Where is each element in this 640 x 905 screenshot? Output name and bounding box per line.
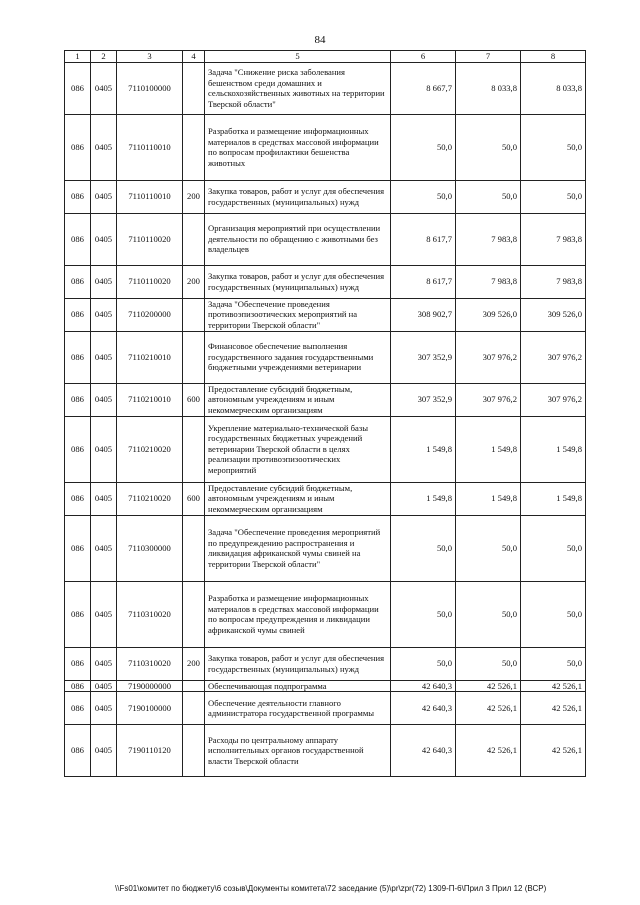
cell-vr [183,416,205,482]
cell-ved: 086 [65,180,91,213]
cell-ved: 086 [65,383,91,416]
cell-ved: 086 [65,331,91,383]
cell-csr: 7110210020 [117,416,183,482]
table-row [65,383,586,416]
cell-name: Предоставление субсидий бюджетным, автономным учреждениям и иным некоммерческим организациям [205,482,391,515]
cell-vr [183,298,205,331]
cell-v1: 8 617,7 [391,265,456,298]
cell-rz: 0405 [91,680,117,692]
cell-ved: 086 [65,692,91,725]
cell-name: Разработка и размещение информационных материалов в средствах массовой информации по вопросам предупреждения и ликвидации африканской чумы свиней [205,581,391,647]
table-row [65,581,586,647]
table-row [65,298,586,331]
cell-v2: 50,0 [456,515,521,581]
cell-ved: 086 [65,680,91,692]
cell-v3: 7 983,8 [521,213,586,265]
cell-v2: 42 526,1 [456,692,521,725]
table-row [65,680,586,692]
cell-vr: 600 [183,383,205,416]
cell-rz: 0405 [91,581,117,647]
cell-v2: 42 526,1 [456,725,521,777]
cell-v2: 50,0 [456,114,521,180]
cell-csr: 7110210010 [117,383,183,416]
cell-vr: 200 [183,647,205,680]
table-row [65,62,586,114]
cell-vr [183,680,205,692]
cell-name: Задача "Обеспечение проведения противоэпизоотических мероприятий на территории Тверской области" [205,298,391,331]
cell-v3: 50,0 [521,114,586,180]
cell-ved: 086 [65,647,91,680]
cell-v2: 307 976,2 [456,383,521,416]
header-cell: 2 [91,51,117,63]
cell-ved: 086 [65,515,91,581]
cell-v1: 42 640,3 [391,725,456,777]
table-row [65,265,586,298]
cell-v2: 42 526,1 [456,680,521,692]
cell-name: Задача "Снижение риска заболевания бешенством среди домашних и сельскохозяйственных животных на территории Тверской области" [205,62,391,114]
cell-v1: 1 549,8 [391,482,456,515]
header-row [65,51,586,63]
cell-v1: 50,0 [391,581,456,647]
cell-vr: 600 [183,482,205,515]
cell-ved: 086 [65,265,91,298]
cell-vr [183,331,205,383]
cell-vr [183,581,205,647]
cell-name: Задача "Обеспечение проведения мероприятий по предупреждению распространения и ликвидация африканской чумы свиней на территории Тверской области" [205,515,391,581]
header-cell: 6 [391,51,456,63]
budget-table [64,50,586,777]
cell-ved: 086 [65,114,91,180]
header-cell: 1 [65,51,91,63]
cell-v3: 309 526,0 [521,298,586,331]
cell-v3: 50,0 [521,581,586,647]
cell-rz: 0405 [91,482,117,515]
cell-v3: 307 976,2 [521,383,586,416]
cell-rz: 0405 [91,62,117,114]
cell-csr: 7110110020 [117,265,183,298]
cell-vr [183,515,205,581]
cell-name: Обеспечение деятельности главного администратора государственной программы [205,692,391,725]
cell-v2: 7 983,8 [456,265,521,298]
cell-vr [183,692,205,725]
table-row [65,114,586,180]
cell-v3: 50,0 [521,647,586,680]
cell-v1: 50,0 [391,647,456,680]
cell-rz: 0405 [91,692,117,725]
cell-name: Укрепление материально-технической базы государственных бюджетных учреждений ветеринарии Тверской области в целях реализации противоэпизоотических мероприятий [205,416,391,482]
cell-name: Разработка и размещение информационных материалов в средствах массовой информации по вопросам профилактики бешенства животных [205,114,391,180]
table-body [65,62,586,777]
cell-v2: 50,0 [456,180,521,213]
table-row [65,725,586,777]
cell-vr [183,114,205,180]
cell-v2: 1 549,8 [456,482,521,515]
cell-v1: 308 902,7 [391,298,456,331]
cell-v1: 50,0 [391,180,456,213]
cell-name: Предоставление субсидий бюджетным, автономным учреждениям и иным некоммерческим организациям [205,383,391,416]
cell-v3: 307 976,2 [521,331,586,383]
cell-v1: 8 617,7 [391,213,456,265]
cell-rz: 0405 [91,647,117,680]
cell-v3: 42 526,1 [521,692,586,725]
cell-csr: 7110310020 [117,581,183,647]
cell-csr: 7110100000 [117,62,183,114]
cell-v3: 7 983,8 [521,265,586,298]
cell-v1: 8 667,7 [391,62,456,114]
cell-csr: 7110110010 [117,180,183,213]
cell-csr: 7110310020 [117,647,183,680]
cell-v2: 8 033,8 [456,62,521,114]
cell-csr: 7190000000 [117,680,183,692]
table-row [65,482,586,515]
cell-v3: 42 526,1 [521,680,586,692]
cell-csr: 7110300000 [117,515,183,581]
cell-csr: 7110210010 [117,331,183,383]
cell-ved: 086 [65,416,91,482]
cell-rz: 0405 [91,298,117,331]
cell-name: Закупка товаров, работ и услуг для обеспечения государственных (муниципальных) нужд [205,180,391,213]
cell-rz: 0405 [91,725,117,777]
cell-v3: 42 526,1 [521,725,586,777]
cell-name: Обеспечивающая подпрограмма [205,680,391,692]
table-row [65,213,586,265]
cell-v2: 7 983,8 [456,213,521,265]
cell-ved: 086 [65,62,91,114]
cell-vr [183,213,205,265]
table-row [65,180,586,213]
cell-rz: 0405 [91,515,117,581]
cell-ved: 086 [65,213,91,265]
cell-v1: 50,0 [391,515,456,581]
header-cell: 4 [183,51,205,63]
cell-vr [183,725,205,777]
table-row [65,647,586,680]
table-row [65,416,586,482]
cell-v1: 307 352,9 [391,383,456,416]
cell-vr [183,62,205,114]
cell-v3: 8 033,8 [521,62,586,114]
cell-rz: 0405 [91,180,117,213]
cell-name: Финансовое обеспечение выполнения государственного задания государственными бюджетными учреждениями ветеринарии [205,331,391,383]
page-number: 84 [314,34,326,46]
cell-vr: 200 [183,265,205,298]
cell-name: Закупка товаров, работ и услуг для обеспечения государственных (муниципальных) нужд [205,647,391,680]
cell-v2: 307 976,2 [456,331,521,383]
cell-name: Расходы по центральному аппарату исполнительных органов государственной власти Тверской области [205,725,391,777]
cell-ved: 086 [65,581,91,647]
cell-ved: 086 [65,725,91,777]
cell-rz: 0405 [91,383,117,416]
cell-v2: 1 549,8 [456,416,521,482]
cell-v1: 42 640,3 [391,692,456,725]
cell-v2: 50,0 [456,581,521,647]
table-row [65,692,586,725]
cell-csr: 7190100000 [117,692,183,725]
cell-v1: 1 549,8 [391,416,456,482]
cell-csr: 7190110120 [117,725,183,777]
cell-rz: 0405 [91,265,117,298]
header-cell: 3 [117,51,183,63]
cell-ved: 086 [65,482,91,515]
table-row [65,331,586,383]
cell-csr: 7110200000 [117,298,183,331]
header-cell: 7 [456,51,521,63]
cell-csr: 7110110010 [117,114,183,180]
cell-rz: 0405 [91,114,117,180]
cell-v3: 1 549,8 [521,416,586,482]
cell-rz: 0405 [91,331,117,383]
cell-rz: 0405 [91,213,117,265]
cell-v3: 50,0 [521,180,586,213]
cell-v1: 50,0 [391,114,456,180]
cell-v2: 309 526,0 [456,298,521,331]
cell-ved: 086 [65,298,91,331]
cell-csr: 7110210020 [117,482,183,515]
cell-vr: 200 [183,180,205,213]
cell-name: Организация мероприятий при осуществлении деятельности по обращению с животными без владельцев [205,213,391,265]
cell-v2: 50,0 [456,647,521,680]
file-path-footer: \\Fs01\комитет по бюджету\6 созыв\Документы комитета\72 заседание (5)\pr\zpr(72) 1309-П-6\Прил 3 Прил 12 (ВСР) [115,884,547,893]
cell-name: Закупка товаров, работ и услуг для обеспечения государственных (муниципальных) нужд [205,265,391,298]
header-cell: 5 [205,51,391,63]
cell-v1: 42 640,3 [391,680,456,692]
cell-v1: 307 352,9 [391,331,456,383]
cell-v3: 1 549,8 [521,482,586,515]
table-row [65,515,586,581]
cell-v3: 50,0 [521,515,586,581]
cell-csr: 7110110020 [117,213,183,265]
cell-rz: 0405 [91,416,117,482]
header-cell: 8 [521,51,586,63]
